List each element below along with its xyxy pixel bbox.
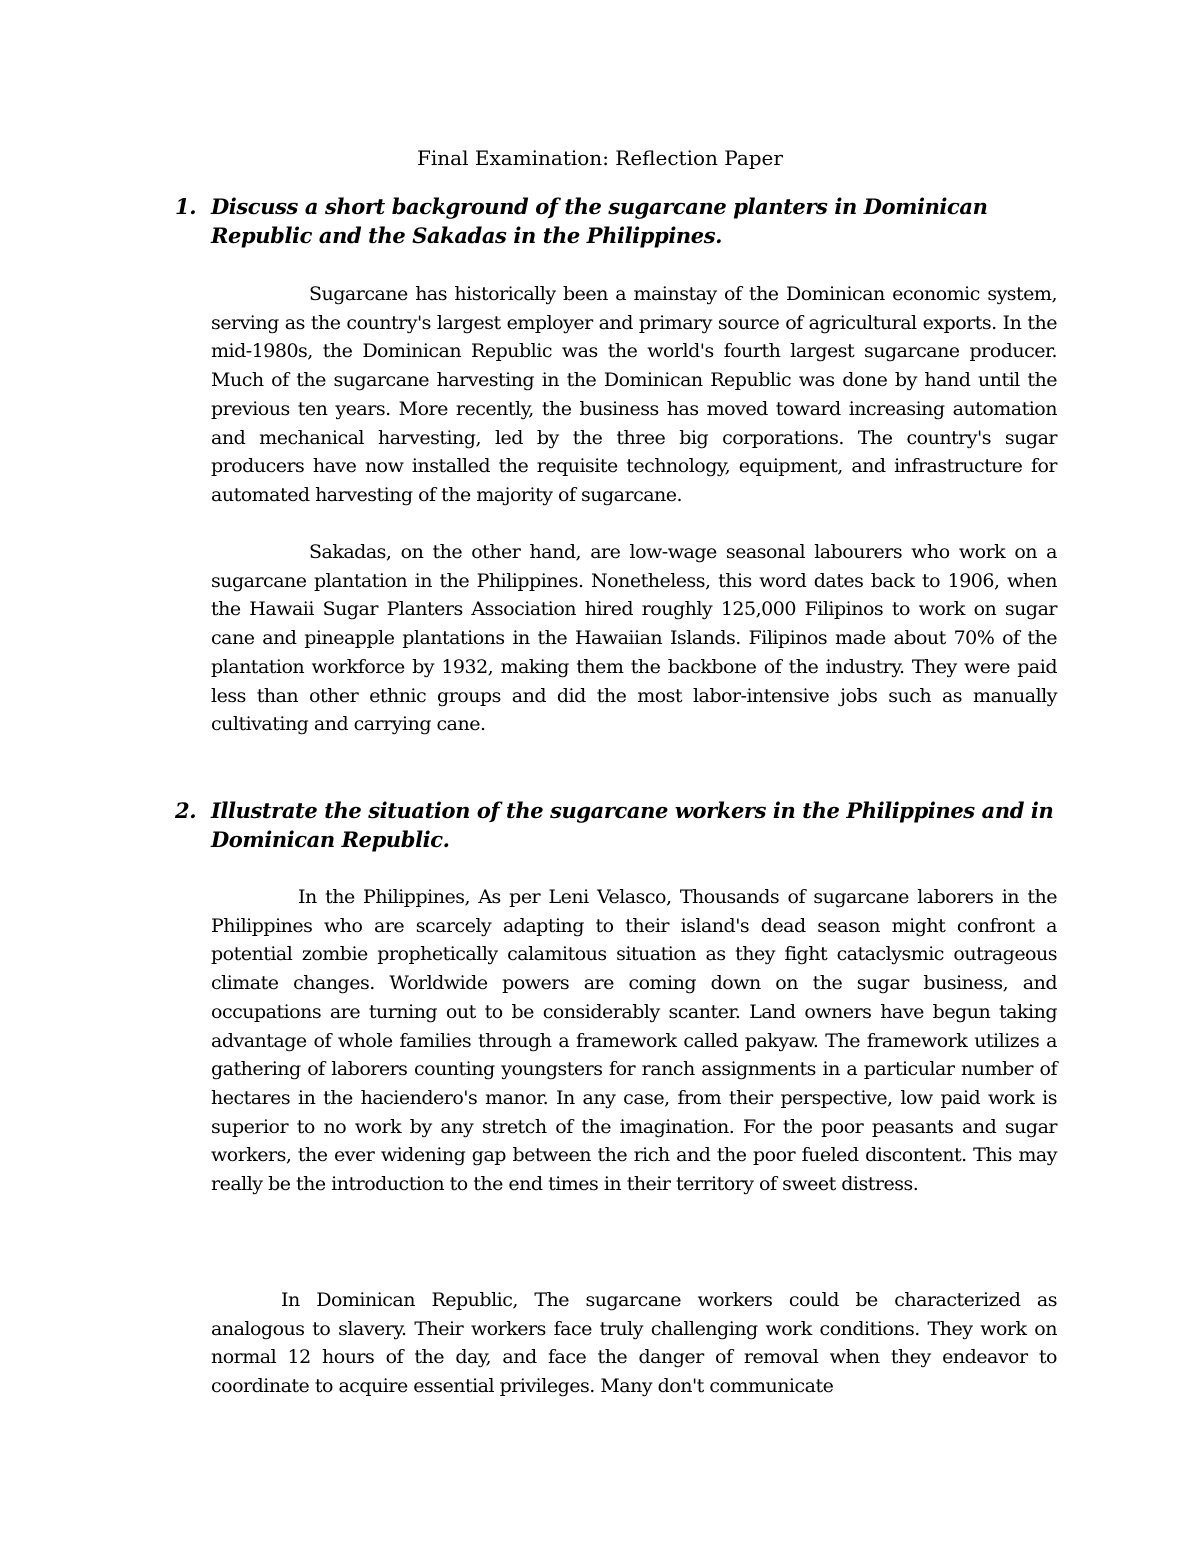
paragraph-dominican-situation: In Dominican Republic, The sugarcane workers could be characterized as analogous to slavery. Their workers face truly challenging work conditions. They work on normal 12 hours of the day, and face the danger of removal when they endeavor to coordinate to acquire essential privileges. Many don't communicate (211, 1289, 1057, 1398)
question-number: 2. (175, 798, 197, 823)
document-title: Final Examination: Reflection Paper (417, 146, 783, 170)
question-number: 1. (175, 194, 197, 219)
paragraph-philippines-situation: In the Philippines, As per Leni Velasco, Thousands of sugarcane laborers in the Philippines who are scarcely adapting to their island's dead season might confront a potential zombie prophetically calamitous situation as they fight cataclysmic outrageous climate changes. Worldwide powers are coming down on the sugar business, and occupations are turning out to be considerably scanter. Land owners have begun taking advantage of whole families through a framework called pakyaw. The framework utilizes a gathering of laborers counting youngsters for ranch assignments in a particular number of hectares in the haciendero's manor. In any case, from their perspective, low paid work is superior to no work by any stretch of the imagination. For the poor peasants and sugar workers, the ever widening gap between the rich and the poor fueled discontent. This may really be the introduction to the end times in their territory of sweet distress. (211, 886, 1057, 1196)
question-text: Discuss a short background of the sugarcane planters in Dominican Republic and the Sakadas in the Philippines. (211, 194, 988, 248)
question-1 (175, 193, 1055, 250)
paragraph-sakadas-background: Sakadas, on the other hand, are low-wage seasonal labourers who work on a sugarcane plantation in the Philippines. Nonetheless, this word dates back to 1906, when the Hawaii Sugar Planters Association hired roughly 125,000 Filipinos to work on sugar cane and pineapple plantations in the Hawaiian Islands. Filipinos made about 70% of the plantation workforce by 1932, making them the backbone of the industry. They were paid less than other ethnic groups and did the most labor-intensive jobs such as manually cultivating and carrying cane. (211, 541, 1057, 736)
paragraph-dominican-background: Sugarcane has historically been a mainstay of the Dominican economic system, serving as the country's largest employer and primary source of agricultural exports. In the mid-1980s, the Dominican Republic was the world's fourth largest sugarcane producer. Much of the sugarcane harvesting in the Dominican Republic was done by hand until the previous ten years. More recently, the business has moved toward increasing automation and mechanical harvesting, led by the three big corporations. The country's sugar producers have now installed the requisite technology, equipment, and infrastructure for automated harvesting of the majority of sugarcane. (211, 283, 1057, 506)
question-text: Illustrate the situation of the sugarcane workers in the Philippines and in Dominican Republic. (211, 798, 1054, 852)
question-2 (175, 797, 1055, 854)
